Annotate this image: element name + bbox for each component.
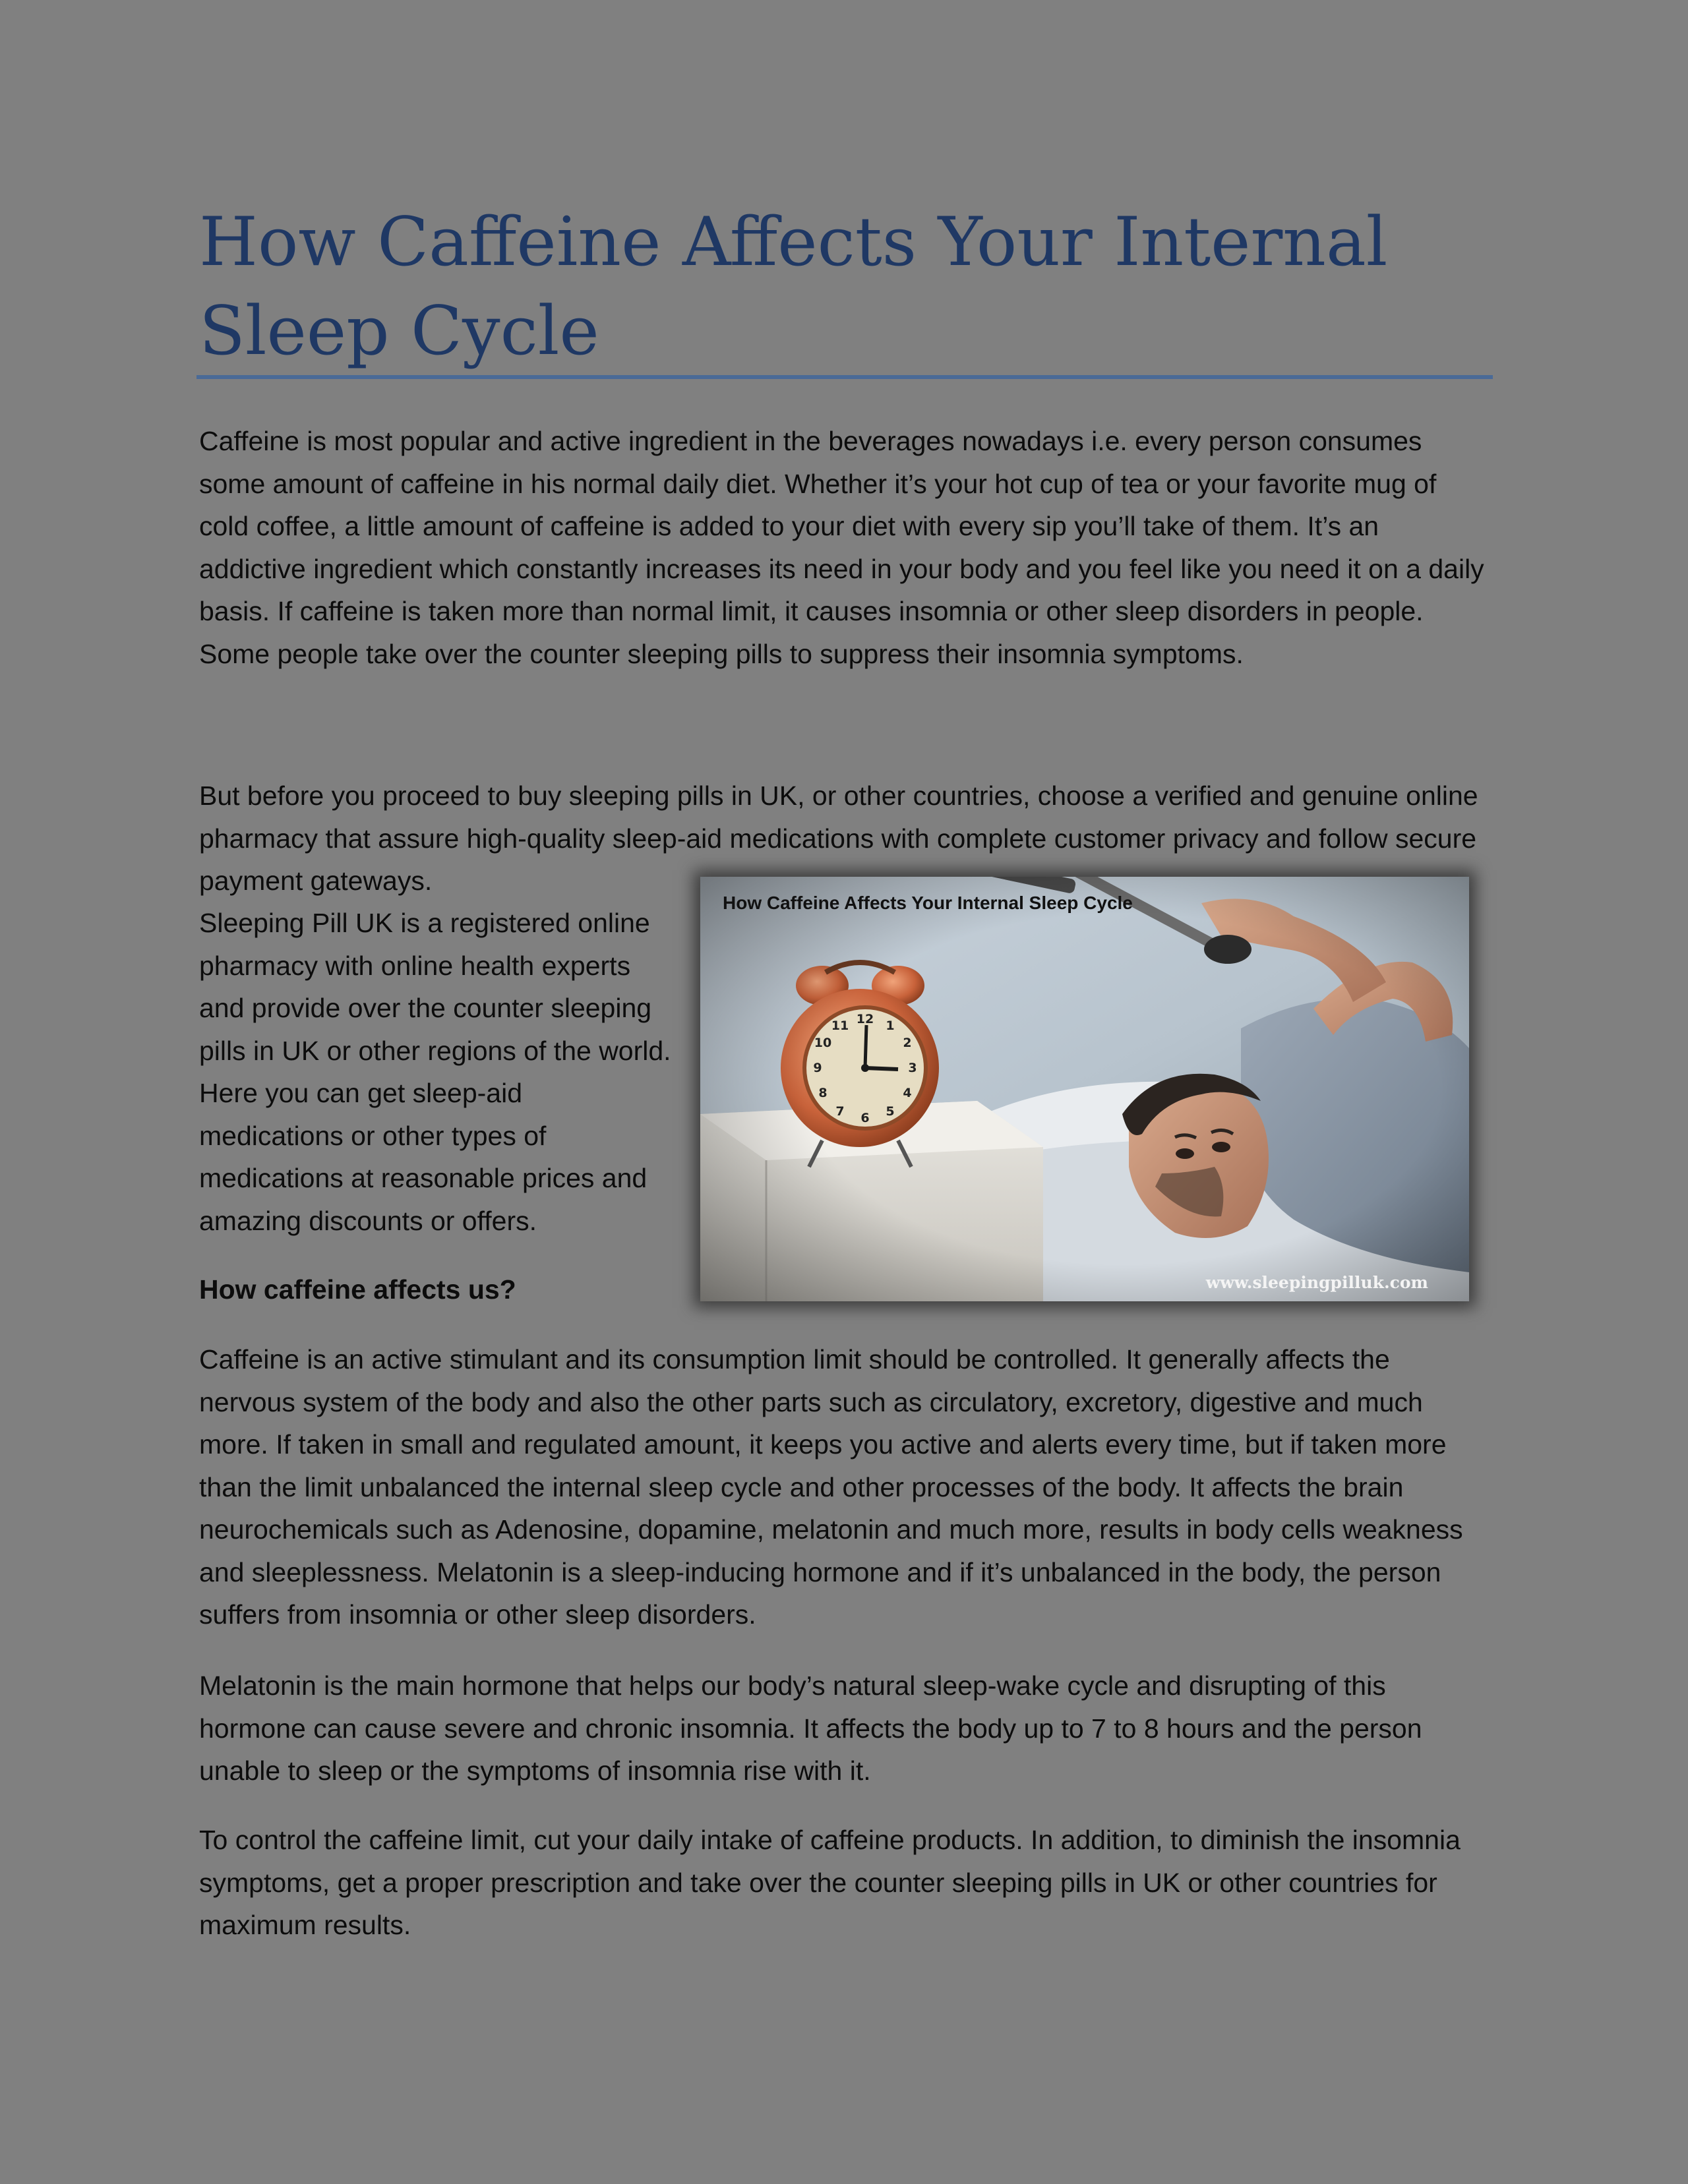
effects-paragraph: Caffeine is an active stimulant and its consumption limit should be controlled. It generally affects the nervous system of the body and also the other parts such as circulatory, excretory, digestive and much more. If taken in small and regulated amount, it keeps you active and alerts every time, but if taken more than the limit unbalanced the internal sleep cycle and other processes of the body. It affects the brain neurochemicals such as Adenosine, dopamine, melatonin and much more, results in body cells weakness and sleeplessness. Melatonin is a sleep-inducing hormone and if it’s unbalanced in the body, the person suffers from insomnia or other sleep disorders. (199, 1344, 1463, 1630)
image-caption: How Caffeine Affects Your Internal Sleep Cycle (723, 893, 1133, 913)
title-underline-rule (196, 375, 1493, 379)
intro-paragraph: Caffeine is most popular and active ingredient in the beverages nowadays i.e. every person consumes some amount of caffeine in his normal daily diet. Whether it’s your hot cup of tea or your favorite mug of cold coffee, a little amount of caffeine is added to your diet with every sip you’ll take of them. It’s an addictive ingredient which constantly increases its need in your body and you feel like you need it on a daily basis. If caffeine is taken more than normal limit, it causes insomnia or other sleep disorders in people. Some people take over the counter sleeping pills to suppress their insomnia symptoms. (199, 426, 1484, 669)
photo-vignette (700, 877, 1469, 1301)
section-heading-caffeine-effects: How caffeine affects us? (199, 1274, 516, 1305)
image-watermark-url: www.sleepingpilluk.com (1205, 1273, 1428, 1292)
melatonin-paragraph: Melatonin is the main hormone that helps our body’s natural sleep-wake cycle and disrupting of this hormone can cause severe and chronic insomnia. It affects the body up to 7 to 8 hours and the person unable to sleep or the symptoms of insomnia rise with it. (199, 1670, 1422, 1786)
pharmacy-intro-paragraph: Sleeping Pill UK is a registered online pharmacy with online health experts and provide over the counter sleeping pills in UK or other regions of the world. Here you can get sleep-aid medications or other types of medications at reasonable prices and amazing discounts or offers. (199, 908, 671, 1236)
sleepless-man-alarm-clock-illustration (700, 877, 1469, 1301)
document-title: How Caffeine Affects Your Internal Sleep Cycle (199, 203, 1388, 370)
article-illustration (700, 877, 1469, 1301)
control-paragraph: To control the caffeine limit, cut your daily intake of caffeine products. In addition, to diminish the insomnia symptoms, get a proper prescription and take over the counter sleeping pills in UK or other countries for maximum results. (199, 1825, 1461, 1940)
pharmacy-advice-paragraph: But before you proceed to buy sleeping pills in UK, or other countries, choose a verified and genuine online pharmacy that assure high-quality sleep-aid medications with complete customer privacy and follow secure payment gateways. (199, 781, 1478, 896)
